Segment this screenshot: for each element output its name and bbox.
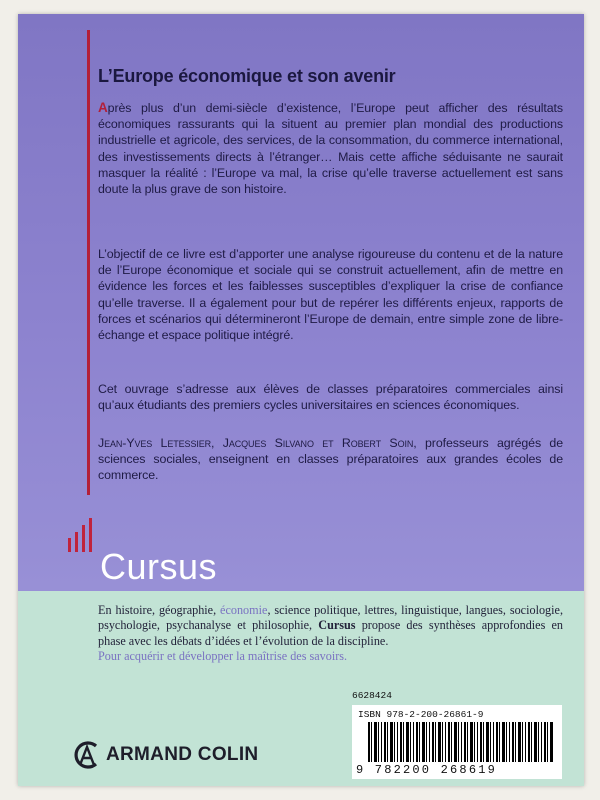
bar-2	[75, 532, 78, 552]
author-names: Jean-Yves Letessier, Jacques Silvano et Robert Soin,	[98, 436, 417, 450]
bar-4	[89, 518, 92, 552]
series-description	[98, 603, 563, 665]
publisher-name: ARMAND COLIN	[106, 744, 259, 765]
drop-cap: A	[98, 100, 108, 115]
barcode-icon	[368, 722, 554, 762]
subject-highlight: économie	[220, 603, 268, 617]
series-name: Cursus	[318, 618, 356, 633]
authors-description: professeurs agrégés de sciences sociales, enseignent en classes préparatoires aux grandes écoles de commerce.	[98, 436, 564, 483]
isbn-text: ISBN 978-2-200-26861-9	[358, 709, 484, 720]
armand-colin-logo-icon	[70, 738, 104, 772]
authors-paragraph	[98, 435, 563, 484]
barcode-label	[352, 705, 562, 779]
series-tagline: Pour acquérir et développer la maîtrise des savoirs.	[98, 649, 348, 664]
summary-paragraph-1-text: près plus d’un demi-siècle d’existence, l’Europe peut afficher des résultats économiques rassurants qui la situent au premier plan mondial des productions industrielle et agricole, des services, de la consommation, du commerce international, des investissements directs à l’étranger… Mais cette affiche séduisante ne saurait masquer la réalité : l’Europe va mal, la crise qu’elle traverse actuellement est sans doute la plus grave de son histoire.	[98, 101, 563, 197]
bar-3	[82, 525, 85, 552]
barcode-area	[352, 690, 562, 778]
bar-1	[68, 538, 71, 552]
back-cover	[18, 14, 584, 786]
violet-panel	[18, 14, 584, 591]
summary-paragraph-2: L’objectif de ce livre est d’apporter une analyse rigoureuse du contenu et de la nature de l’Europe économique et sociale qui se construit actuellement, afin de mettre en évidence les forces et les faiblesses susceptibles d’expliquer la crise de confiance qu’elle traverse. Il a également pour but de repérer les différents enjeux, rapports de forces et scénarios qui détermineront l’Europe de demain, entre simple zone de libre-échange et espace politique intégré.	[98, 247, 563, 343]
subjects-before: En histoire, géographie,	[98, 603, 217, 617]
publisher-block	[70, 735, 258, 775]
series-brand: Cursus	[100, 546, 218, 587]
summary-paragraph-1	[98, 100, 563, 197]
subjects-after: , science politique, lettres, linguistique, langues, sociologie, psychologie, psychanalyse et philosophie,	[98, 603, 563, 633]
accent-rule	[87, 30, 90, 495]
book-title: L’Europe économique et son avenir	[98, 66, 396, 86]
series-text: propose des synthèses approfondies en phase avec les débats d’idées et l’évolution de la discipline.	[98, 618, 563, 648]
product-code: 6628424	[352, 690, 392, 701]
audience-paragraph: Cet ouvrage s’adresse aux élèves de classes préparatoires commerciales ainsi qu’aux étudiants des premiers cycles universitaires en sciences économiques.	[98, 382, 563, 413]
barcode-digits: 9 782200 268619	[356, 763, 498, 777]
